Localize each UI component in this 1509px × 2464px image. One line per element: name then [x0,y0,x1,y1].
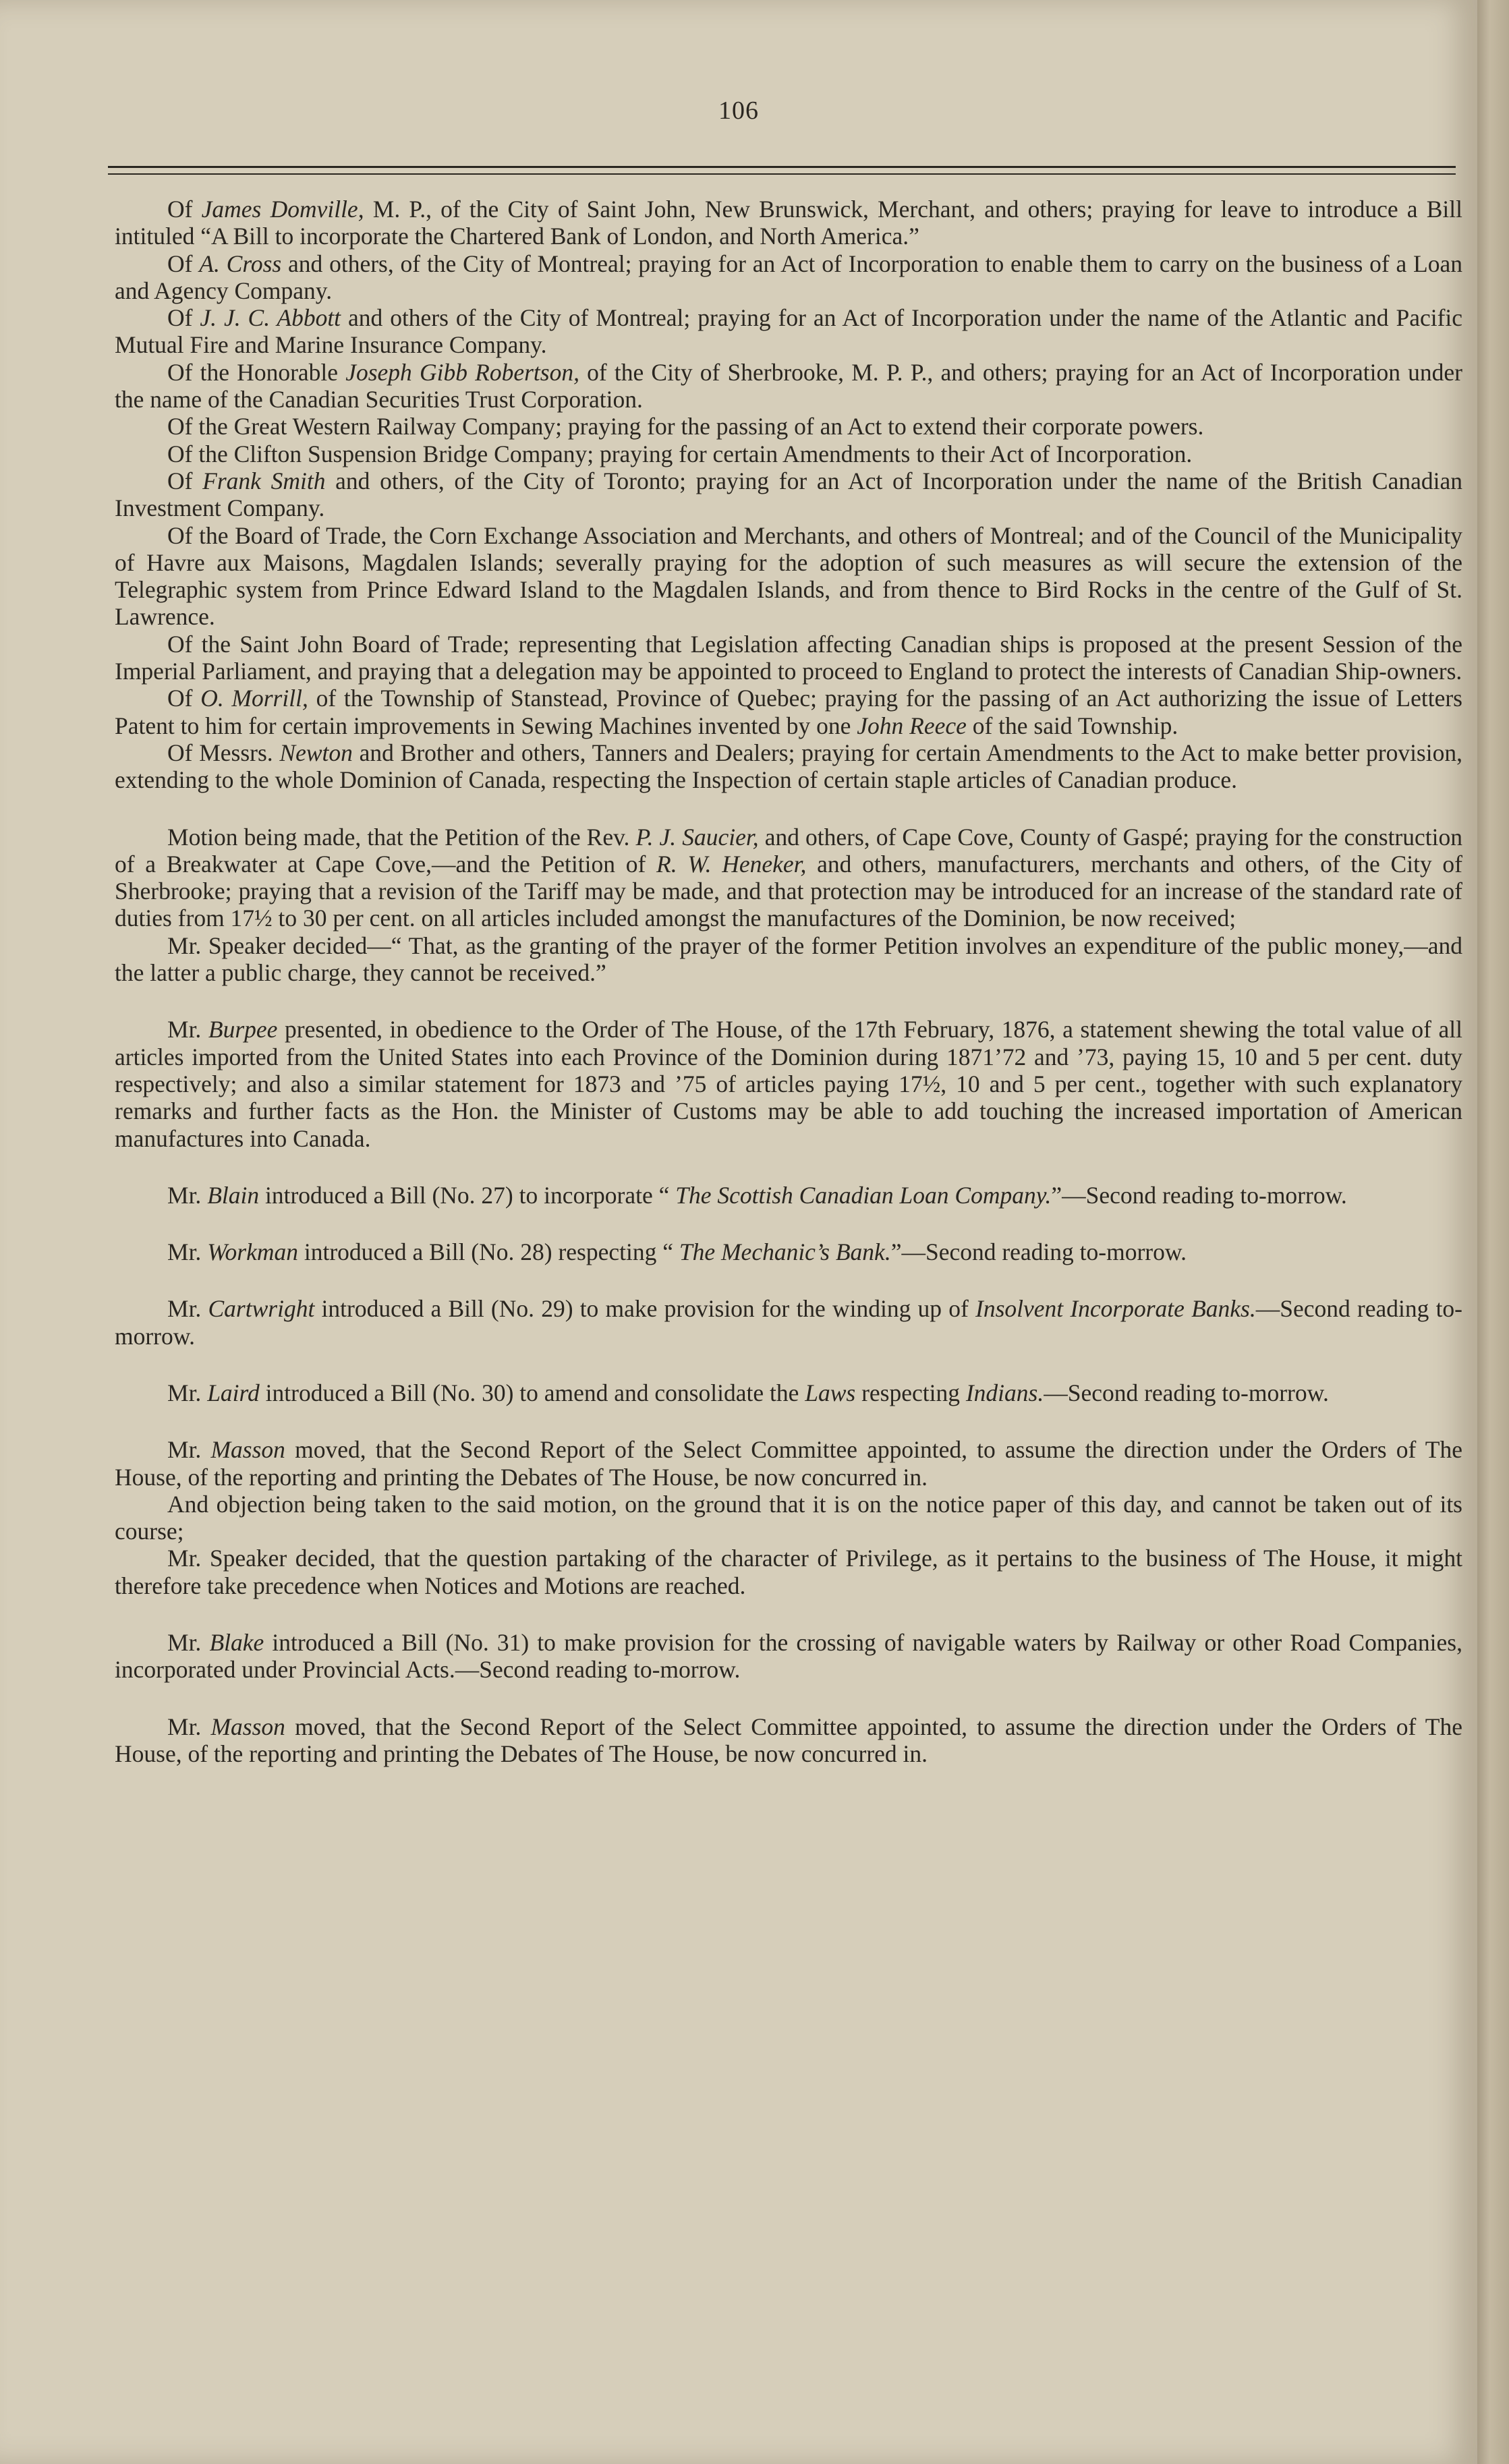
text-run: Of the Great Western Railway Company; praying for the passing of an Act to extend their corporate powers. [167,413,1204,440]
text-run: M. P., of the City of Saint John, New Brunswick, Merchant, and others; praying for leave to introduce a Bill intituled “A Bill to incorporate the Chartered Bank of London, and North America.” [115,196,1462,250]
text-run: and others, manufacturers, merchants and others, of the City of Sherbrooke; praying that a revision of the Tariff may be made, and that protection may be introduced for an increase of the standard rate of duties from 17½ to 30 per cent. on all articles included amongst the manufactures of the Dominion, be now received; [115,850,1462,932]
text-run: Mr. [167,1629,210,1657]
text-run: and others of the City of Montreal; praying for an Act of Incorporation under the name of the Atlantic and Pacific Mutual Fire and Marine Insurance Company. [115,304,1463,359]
italic-text: Blain [207,1181,260,1209]
text-run: and others, of the City of Montreal; praying for an Act of Incorporation to enable them to carry on the business of a Loan and Agency Company. [115,250,1462,304]
paragraph-p9 [115,631,1462,685]
paragraph-p7 [115,467,1462,522]
text-run: respecting [855,1379,966,1406]
text-run: Mr. [167,1436,211,1464]
italic-text: James Domville, [201,196,364,223]
text-run: Of [167,304,200,332]
paragraph-p19 [115,1436,1462,1491]
text-run: Mr. [167,1016,208,1043]
italic-text: O. Morrill, [200,685,308,712]
text-run: Mr. Speaker decided, that the question partaking of the character of Privilege, as it pertains to the business of The House, it might therefore take precedence when Notices and Motions are reached. [115,1545,1462,1599]
text-run: Mr. Speaker decided—“ That, as the granting of the prayer of the former Petition involves an expenditure of the public money,—and the latter a public charge, they cannot be received.” [115,932,1462,987]
text-run: And objection being taken to the said motion, on the ground that it is on the notice paper of this day, and cannot be taken out of its course; [115,1490,1462,1545]
text-run: of the said Township. [966,712,1178,739]
page-number: 106 [718,96,759,125]
text-run: and others, of Cape Cove, County of Gaspé; praying for the construction of a Breakwater at Cape Cove,—and the Petition of [115,823,1462,878]
journal-text [115,196,1462,1767]
text-run: Mr. [167,1238,208,1266]
paragraph-p10 [115,685,1462,739]
text-run: Of [167,196,202,223]
italic-text: Masson [210,1436,285,1464]
text-run: introduced a Bill (No. 28) respecting “ [297,1238,679,1266]
paragraph-p3 [115,304,1462,359]
paragraph-p14 [115,1016,1462,1151]
italic-text: Joseph Gibb Robertson, [345,358,579,386]
text-run: Of the Board of Trade, the Corn Exchange Association and Merchants, and others of Montreal; and of the Council of the Municipality of Havre aux Maisons, Magdalen Islands; severally praying for the adoption of such measures as will secure the extension of the Telegraphic system from Prince Edward Island to the Magdalen Islands, and from thence to Bird Rocks in the centre of the Gulf of St. Lawrence. [115,521,1462,631]
page-edge [1477,0,1509,2464]
text-run: Of Messrs. [167,739,280,766]
text-run: of the Township of Stanstead, Province of Quebec; praying for the passing of an Act authorizing the issue of Letters Patent to him for certain improvements in Sewing Machines invented by one [115,685,1462,739]
paragraph-p8 [115,522,1462,631]
text-run: Mr. [167,1713,211,1740]
paragraph-p21 [115,1545,1462,1599]
paragraph-p22 [115,1629,1462,1684]
text-run: moved, that the Second Report of the Select Committee appointed, to assume the direction under the Orders of The House, of the reporting and printing the Debates of The House, be now concurred in. [115,1436,1462,1491]
paragraph-p11 [115,739,1462,794]
text-run: of the City of Sherbrooke, M. P. P., and others; praying for an Act of Incorporation under the name of the Canadian Securities Trust Corporation. [115,358,1462,413]
italic-text: Indians. [965,1379,1044,1406]
italic-text: Workman [207,1238,298,1266]
text-run: Of the Clifton Suspension Bridge Company; praying for certain Amendments to their Act of Incorporation. [167,440,1193,467]
italic-text: The Scottish Canadian Loan Company. [675,1181,1052,1209]
italic-text: R. W. Heneker, [656,850,807,878]
italic-text: Laws [805,1379,856,1406]
text-run: Mr. [167,1181,208,1209]
paragraph-p5 [115,413,1462,440]
paragraph-p12 [115,824,1462,932]
text-run: —Second reading to-morrow. [115,1295,1463,1350]
italic-text: Masson [210,1713,285,1740]
text-run: Mr. [167,1379,208,1406]
italic-text: The Mechanic’s Bank. [679,1238,891,1266]
paragraph-p1 [115,196,1462,250]
header-rule-bottom [108,173,1456,175]
paragraph-p23 [115,1713,1462,1768]
text-run: Of [167,685,201,712]
text-run: and others, of the City of Toronto; praying for an Act of Incorporation under the name of the British Canadian Investment Company. [115,467,1462,522]
italic-text: Insolvent Incorporate Banks. [975,1295,1256,1323]
paragraph-p2 [115,250,1462,305]
paragraph-p15 [115,1182,1462,1209]
text-run: introduced a Bill (No. 29) to make provision for the winding up of [314,1295,976,1323]
paragraph-p20 [115,1491,1462,1545]
text-run: introduced a Bill (No. 31) to make provision for the crossing of navigable waters by Railway or other Road Companies, incorporated under Provincial Acts.—Second reading to-morrow. [115,1629,1462,1684]
text-run: moved, that the Second Report of the Select Committee appointed, to assume the direction under the Orders of The House, of the reporting and printing the Debates of The House, be now concurred in. [115,1713,1462,1767]
text-run: Motion being made, that the Petition of the Rev. [167,823,636,851]
paragraph-p4 [115,359,1462,413]
paragraph-p13 [115,932,1462,987]
paragraph-p18 [115,1379,1462,1406]
text-run: Of [167,250,200,277]
italic-text: Frank Smith [202,467,326,494]
italic-text: Newton [279,739,353,766]
italic-text: Cartwright [208,1295,315,1323]
text-run: Of [167,467,203,494]
italic-text: A. Cross [199,250,282,277]
italic-text: Burpee [208,1016,278,1043]
text-run: Of the Saint John Board of Trade; representing that Legislation affecting Canadian ships is proposed at the present Session of the Imperial Parliament, and praying that a delegation may be appointed to proceed to England to protect the interests of Canadian Ship-owners. [115,630,1462,685]
header-rule-top [108,166,1456,168]
paragraph-p6 [115,440,1462,467]
text-run: introduced a Bill (No. 30) to amend and consolidate the [259,1379,805,1406]
text-run: Of the Honorable [167,358,346,386]
text-run: ”—Second reading to-morrow. [890,1238,1187,1266]
paragraph-p16 [115,1238,1462,1265]
text-run: introduced a Bill (No. 27) to incorporate “ [259,1181,676,1209]
text-run: and Brother and others, Tanners and Dealers; praying for certain Amendments to the Act to make better provision, extending to the whole Dominion of Canada, respecting the Inspection of certain staple articles of Canadian produce. [115,739,1462,794]
text-run: presented, in obedience to the Order of The House, of the 17th February, 1876, a statement shewing the total value of all articles imported from the United States into each Province of the Dominion during 1871’72 and ’73, paying 15, 10 and 5 per cent. duty respectively; and also a similar statement for 1873 and ’75 of articles paying 17½, 10 and 5 per cent., together with such explanatory remarks and further facts as the Hon. the Minister of Customs may be able to add touching the increased importation of American manufactures into Canada. [115,1016,1462,1152]
italic-text: Laird [207,1379,260,1406]
text-run: Mr. [167,1295,208,1323]
italic-text: John Reece [857,712,967,739]
text-run: ”—Second reading to-morrow. [1051,1181,1347,1209]
italic-text: P. J. Saucier, [635,823,759,851]
text-run: —Second reading to-morrow. [1044,1379,1329,1406]
italic-text: Blake [209,1629,264,1657]
italic-text: J. J. C. Abbott [200,304,341,332]
paragraph-p17 [115,1295,1462,1350]
